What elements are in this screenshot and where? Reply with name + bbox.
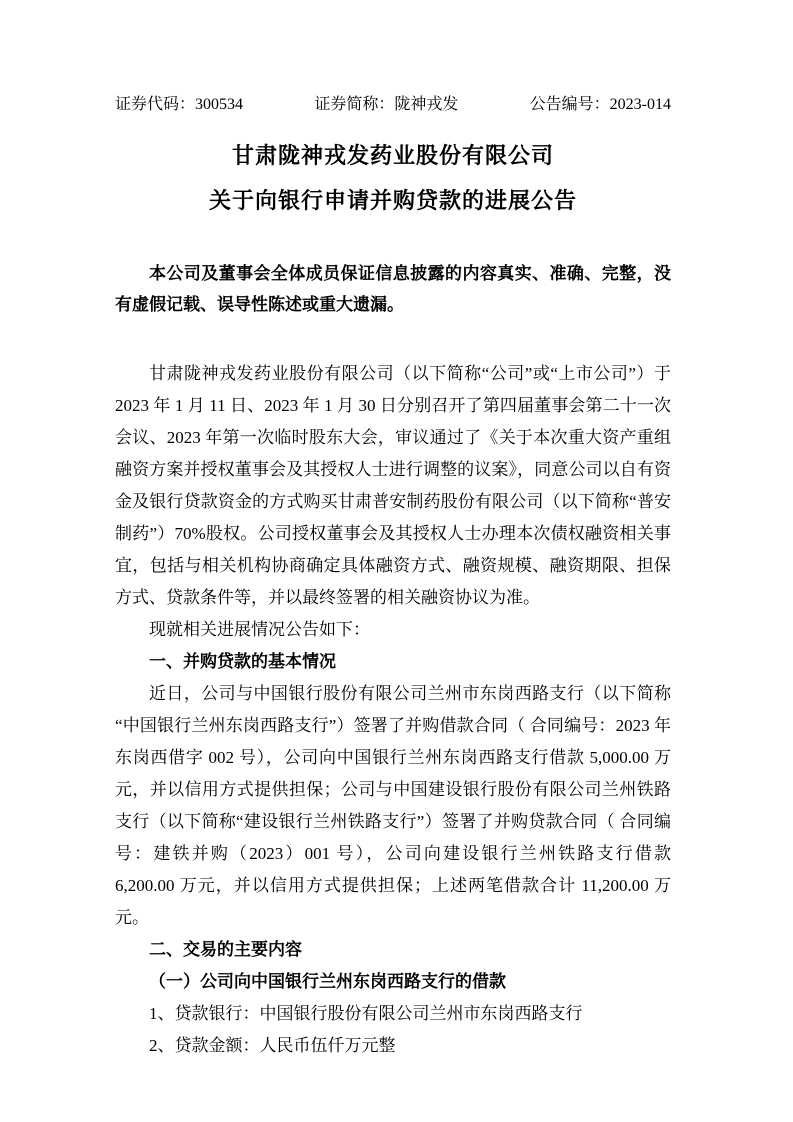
company-name-title: 甘肃陇神戎发药业股份有限公司 [231,143,554,168]
section-1-heading: 一、并购贷款的基本情况 [149,652,336,671]
section-1-paragraph: 近日，公司与中国银行股份有限公司兰州市东岗西路支行（以下简称“中国银行兰州东岗西路支行”）签署了并购借款合同（ 合同编号：2023 年东岗西借字 002 号），公司向中国银行兰州东岗西路支行借款 5,000.00 万元，并以信用方式提供担保；公司与中国建设银行股份有限公司兰州铁路支行（以下简称“建设银行兰州铁路支行”）签署了并购贷款合同（ 合同编号：建铁并购（2023）001 号），公司向建设银行兰州铁路支行借款 6,200.00 万元，并以信用方式提供担保；上述两笔借款合计 11,200.00 万元。 [115,684,671,927]
document-header [115,95,671,115]
announcement-subject-title: 关于向银行申请并购贷款的进展公告 [208,188,577,213]
document-body [115,358,671,1062]
loan-bank-item: 1、贷款银行：中国银行股份有限公司兰州市东岗西路支行 [149,1004,583,1023]
disclaimer-statement: 本公司及董事会全体成员保证信息披露的内容真实、准确、完整，没有虚假记载、误导性陈述或重大遗漏。 [115,264,671,314]
section-2-heading: 二、交易的主要内容 [149,940,302,959]
paragraph-background: 甘肃陇神戎发药业股份有限公司（以下简称“公司”或“上市公司”）于 2023 年 1 月 11 日、2023 年 1 月 30 日分别召开了第四届董事会第二十一次会议、2023 年第一次临时股东大会，审议通过了《关于本次重大资产重组融资方案并授权董事会及其授权人士进行调整的议案》，同意公司以自有资金及银行贷款资金的方式购买甘肃普安制药股份有限公司（以下简称“普安制药”）70%股权。公司授权董事会及其授权人士办理本次债权融资相关事宜，包括与相关机构协商确定具体融资方式、融资规模、融资期限、担保方式、贷款条件等，并以最终签署的相关融资协议为准。 [115,364,671,607]
loan-amount-item: 2、贷款金额：人民币伍仟万元整 [149,1036,396,1055]
paragraph-progress-intro: 现就相关进展情况公告如下： [149,620,370,639]
section-2-subheading: （一）公司向中国银行兰州东岗西路支行的借款 [149,972,506,991]
stock-code: 证券代码：300534 [115,96,244,113]
announcement-number: 公告编号：2023-014 [529,96,671,113]
stock-short-name: 证券简称：陇神戎发 [314,96,459,113]
